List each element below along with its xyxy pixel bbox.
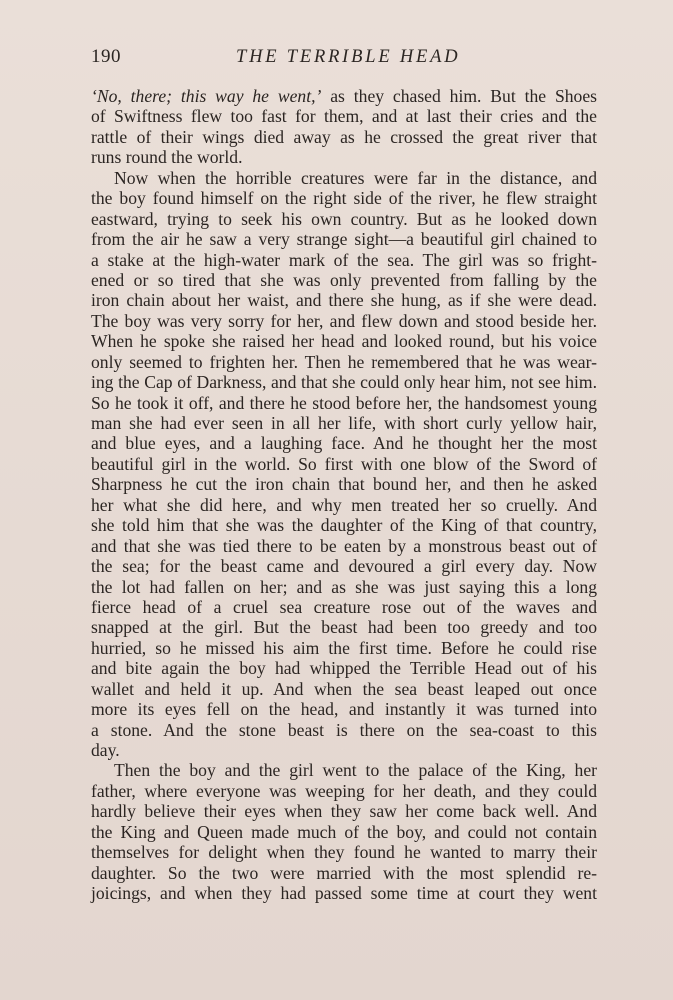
text-line: the boy found himself on the right side of the river, he flew straight (91, 188, 597, 209)
text-line: a stake at the high-water mark of the sea. The girl was so fright- (91, 249, 597, 270)
text-line: Sharpness he cut the iron chain that bound her, and then he asked (91, 474, 597, 495)
text-line: and blue eyes, and a laughing face. And he thought her the most (91, 433, 597, 454)
paragraph-start-line: Now when the horrible creatures were far in the distance, and (114, 167, 597, 188)
text-line: the sea; for the beast came and devoured a girl every day. Now (91, 556, 597, 577)
text-line: her what she did here, and why men treated her so cruelly. And (91, 494, 597, 515)
text-line: more its eyes fell on the head, and instantly it was turned into (91, 699, 597, 720)
text-line: father, where everyone was weeping for her death, and they could (91, 780, 597, 801)
text-line: wallet and held it up. And when the sea beast leaped out once (91, 678, 597, 699)
text-line: ened or so tired that she was only prevented from falling by the (91, 269, 597, 290)
text-line: and bite again the boy had whipped the Terrible Head out of his (91, 658, 597, 679)
text-line: themselves for delight when they found he wanted to marry their (91, 842, 597, 863)
running-head: THE TERRIBLE HEAD (236, 47, 461, 67)
text-line: the King and Queen made much of the boy, and could not contain (91, 821, 597, 842)
body-text (91, 86, 597, 904)
text-line: and that she was tied there to be eaten by a monstrous beast out of (91, 535, 597, 556)
text-line (91, 86, 597, 106)
text-line: The boy was very sorry for her, and flew down and stood beside her. (91, 310, 597, 331)
text-line: hurried, so he missed his aim the first time. Before he could rise (91, 637, 597, 658)
text-line: day. (91, 740, 120, 760)
text-line: ing the Cap of Darkness, and that she could only hear him, not see him. (91, 372, 597, 393)
text-line: joicings, and when they had passed some time at court they went (91, 883, 597, 904)
text-line: fierce head of a cruel sea creature rose out of the waves and (91, 596, 597, 617)
text-line: beautiful girl in the world. So first with one blow of the Sword of (91, 453, 597, 474)
text-line: from the air he saw a very strange sight—a beautiful girl chained to (91, 229, 597, 250)
line-rest: as they chased him. But the Shoes (321, 86, 597, 106)
text-line: iron chain about her waist, and there she hung, as if she were dead. (91, 290, 597, 311)
paragraph-start-line: Then the boy and the girl went to the palace of the King, her (114, 760, 597, 781)
italic-quote: ‘No, there; this way he went,’ (91, 86, 322, 106)
text-line: rattle of their wings died away as he crossed the great river that (91, 126, 597, 147)
text-line: daughter. So the two were married with the most splendid re- (91, 862, 597, 883)
page-number: 190 (91, 46, 121, 67)
text-line: eastward, trying to seek his own country. But as he looked down (91, 208, 597, 229)
text-line: hardly believe their eyes when they saw her come back well. And (91, 801, 597, 822)
text-line: When he spoke she raised her head and looked round, but his voice (91, 331, 597, 352)
text-line: runs round the world. (91, 147, 243, 168)
text-line: So he took it off, and there he stood before her, the handsomest young (91, 392, 597, 413)
text-line: man she had ever seen in all her life, with short curly yellow hair, (91, 413, 597, 433)
text-line: of Swiftness flew too fast for them, and at last their cries and the (91, 106, 597, 127)
text-line: she told him that she was the daughter of the King of that country, (91, 515, 597, 536)
text-line: snapped at the girl. But the beast had been too greedy and too (91, 617, 597, 638)
text-line: only seemed to frighten her. Then he remembered that he was wear- (91, 351, 597, 372)
text-line: a stone. And the stone beast is there on the sea-coast to this (91, 719, 597, 740)
page-header (91, 46, 597, 78)
text-line: the lot had fallen on her; and as she was just saying this a long (91, 576, 597, 597)
